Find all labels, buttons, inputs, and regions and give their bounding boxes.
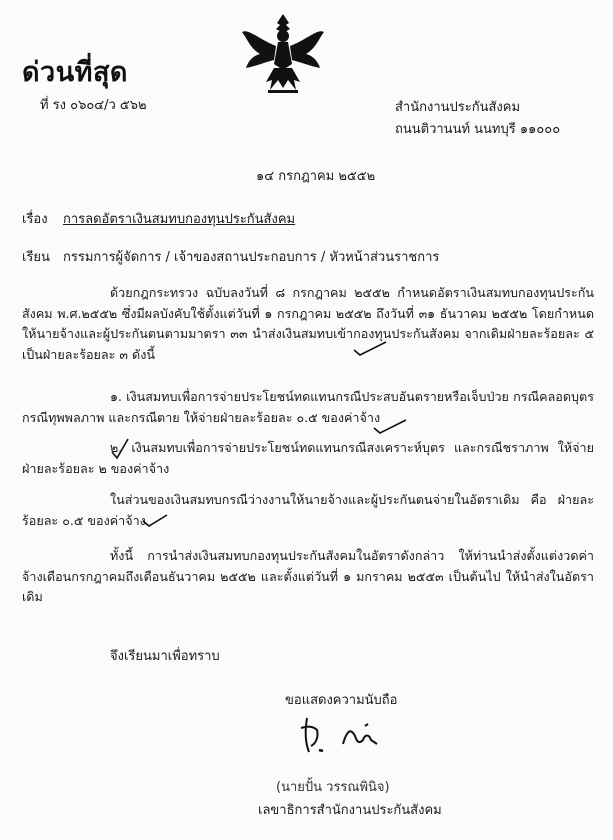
subject-text: การลดอัตราเงินสมทบกองทุนประกันสังคม	[63, 212, 296, 227]
regards-line: ขอแสดงความนับถือ	[285, 693, 398, 708]
body-paragraph-5: ทั้งนี้ การนำส่งเงินสมทบกองทุนประกันสังคมในอัตราดังกล่าว ให้ท่านนำส่งตั้งแต่งวดค่าจ้างเดือนกรกฎาคมถึงเดือนธันวาคม ๒๕๕๒ และตั้งแต่วันที่ ๑ มกราคม ๒๕๕๓ เป็นต้นไป ให้นำส่งในอัตราเดิม	[22, 548, 594, 604]
body-paragraph-2: ๑. เงินสมทบเพื่อการจ่ายประโยชน์ทดแทนกรณีประสบอันตรายหรือเจ็บป่วย กรณีคลอดบุตร กรณีทุพพลภาพ และกรณีตาย ให้จ่ายฝ่ายละร้อยละ ๐.๕ ของค่าจ้าง	[22, 389, 594, 425]
recipient-text: กรรมการผู้จัดการ / เจ้าของสถานประกอบการ / หัวหน้าส่วนราชการ	[63, 250, 440, 265]
garuda-emblem-icon	[238, 10, 328, 98]
check-mark-icon	[370, 416, 410, 436]
handwritten-signature	[285, 700, 395, 760]
urgency-stamp: ด่วนที่สุด	[22, 57, 128, 88]
office-address: ถนนติวานนท์ นนทบุรี ๑๑๐๐๐	[395, 122, 561, 137]
signer-name: (นายปั้น วรรณพินิจ)	[276, 780, 390, 795]
check-mark-icon	[108, 436, 132, 462]
subject-label: เรื่อง	[22, 212, 48, 227]
issuing-office	[395, 97, 560, 141]
closing-line: จึงเรียนมาเพื่อทราบ	[110, 649, 220, 664]
letter-date: ๑๔ กรกฎาคม ๒๕๕๒	[256, 169, 376, 184]
check-mark-icon	[140, 512, 170, 528]
body-paragraph-4: ในส่วนของเงินสมทบกรณีว่างงานให้นายจ้างและผู้ประกันตนจ่ายในอัตราเดิม คือ ฝ่ายละร้อยละ ๐.๕ ของค่าจ้าง	[22, 492, 594, 528]
document-number: ที่ รง ๐๖๐๔/ว ๕๖๒	[40, 98, 147, 113]
body-paragraph-1: ด้วยกฎกระทรวง ฉบับลงวันที่ ๘ กรกฎาคม ๒๕๕๒ กำหนดอัตราเงินสมทบกองทุนประกันสังคม พ.ศ.๒๕๕๒ ซึ่งมีผลบังคับใช้ตั้งแต่วันที่ ๑ กรกฎาคม ๒๕๕๒ ถึงวันที่ ๓๑ ธันวาคม ๒๕๕๒ โดยกำหนดให้นายจ้างและผู้ประกันตนตามมาตรา ๓๓ นำส่งเงินสมทบเข้ากองทุนประกันสังคม จากเดิมฝ่ายละร้อยละ ๕ เป็นฝ่ายละร้อยละ ๓ ดังนี้	[22, 285, 594, 362]
check-mark-icon	[350, 338, 390, 358]
office-name: สำนักงานประกันสังคม	[395, 100, 521, 115]
signer-title: เลขาธิการสำนักงานประกันสังคม	[258, 803, 442, 818]
body-paragraph-3: ๒. เงินสมทบเพื่อการจ่ายประโยชน์ทดแทนกรณีสงเคราะห์บุตร และกรณีชราภาพ ให้จ่ายฝ่ายละร้อยละ ๒ ของค่าจ้าง	[22, 440, 594, 476]
recipient-label: เรียน	[22, 250, 50, 265]
